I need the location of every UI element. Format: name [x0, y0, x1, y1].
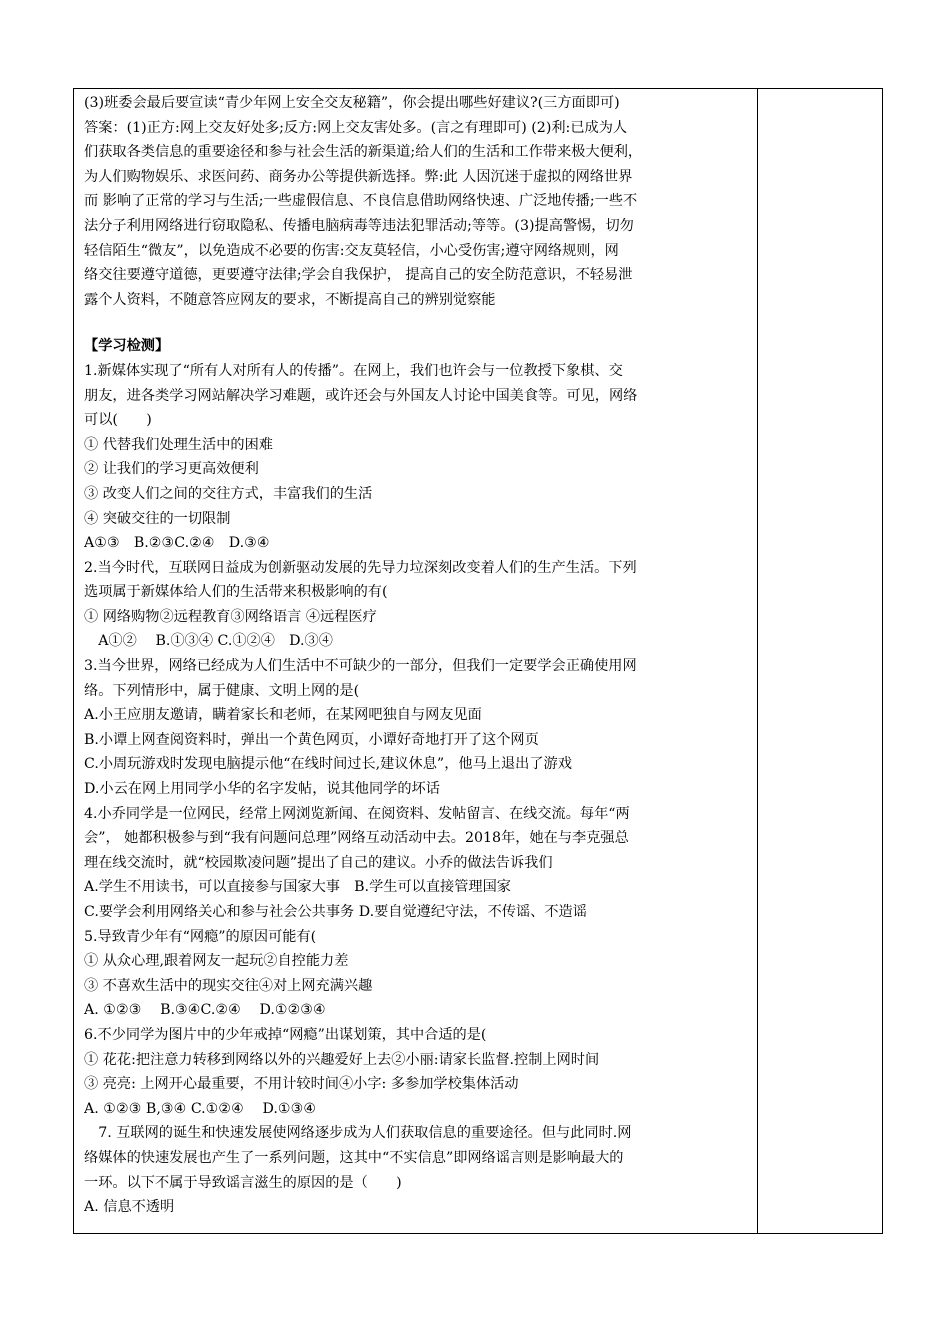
- question-line: 络媒体的快速发展也产生了一系列问题，这其中“不实信息”即网络谣言则是影响最大的: [84, 1149, 624, 1166]
- questions-block: [84, 359, 754, 1220]
- question-line: ③ 不喜欢生活中的现实交往④对上网充满兴趣: [84, 977, 373, 994]
- question-line: ① 代替我们处理生活中的困难: [84, 436, 273, 453]
- question-line: ① 花花:把注意力转移到网络以外的兴趣爱好上去②小丽:请家长监督.控制上网时间: [84, 1051, 600, 1068]
- answer-line: 而 影响了正常的学习与生活;一些虚假信息、不良信息借助网络快速、广泛地传播;一些不: [84, 193, 638, 210]
- question-line: 理在线交流时，就“校园欺凌问题”提出了自己的建议。小乔的做法告诉我们: [84, 854, 553, 871]
- question-line: ③ 改变人们之间的交往方式，丰富我们的生活: [84, 485, 373, 502]
- answer-line: 络交往要遵守道德，更要遵守法律;学会自我保护， 提高自己的安全防范意识，不轻易泄: [84, 267, 633, 284]
- question-line: A. 信息不透明: [84, 1199, 175, 1216]
- document-table: [73, 88, 883, 1234]
- answer-block: [84, 91, 754, 312]
- question-line: 会”， 她都积极参与到“我有问题问总理”网络互动活动中去。2018年，她在与李克强总: [84, 830, 629, 847]
- question-line: D.小云在网上用同学小华的名字发帖，说其他同学的坏话: [84, 781, 440, 798]
- question-line: A.学生不用读书，可以直接参与国家大事 B.学生可以直接管理国家: [84, 879, 511, 896]
- answer-line: 法分子利用网络进行窃取隐私、传播电脑病毒等违法犯罪活动;等等。(3)提高警惕，切勿: [84, 217, 634, 234]
- column-divider: [757, 89, 758, 1233]
- question-line: 1.新媒体实现了“所有人对所有人的传播”。在网上，我们也许会与一位教授下象棋、交: [84, 362, 623, 379]
- question-line: C.要学会利用网络关心和参与社会公共事务 D.要自觉遵纪守法，不传谣、不造谣: [84, 904, 587, 920]
- question-line: ① 网络购物②远程教育③网络语言 ④远程医疗: [84, 608, 377, 625]
- question-line: 朋友，进各类学习网站解决学习难题，或许还会与外国友人讨论中国美食等。可见，网络: [84, 387, 638, 404]
- answer-line: (3)班委会最后要宣读“青少年网上安全交友秘籍”，你会提出哪些好建议?(三方面即可): [84, 95, 620, 111]
- answer-line: 轻信陌生“微友”，以免造成不必要的伤害:交友莫轻信，小心受伤害;遵守网络规则，网: [84, 242, 619, 259]
- question-line: 2.当今时代，互联网日益成为创新驱动发展的先导力垃深刻改变着人们的生产生活。下列: [84, 559, 637, 576]
- question-line: C.小周玩游戏时发现电脑提示他“在线时间过长,建议休息”，他马上退出了游戏: [84, 756, 572, 773]
- question-line: 选项属于新媒体给人们的生活带来积极影响的有(: [84, 584, 388, 601]
- question-line: 5.导致青少年有“网瘾”的原因可能有(: [84, 928, 317, 945]
- section-heading: 【学习检测】: [84, 338, 170, 355]
- question-line: 6.不少同学为图片中的少年戒掉“网瘾”出谋划策，其中合适的是(: [84, 1026, 487, 1043]
- question-line: 可以( ): [84, 412, 152, 429]
- main-cell: [84, 91, 754, 1220]
- answer-line: 们获取各类信息的重要途径和参与社会生活的新渠道;给人们的生活和工作带来极大便利，: [84, 144, 643, 161]
- question-line: 络。下列情形中，属于健康、文明上网的是(: [84, 682, 360, 699]
- answer-line: 为人们购物娱乐、求医问药、商务办公等提供新选择。弊:此 人因沉迷于虚拟的网络世界: [84, 168, 633, 185]
- question-line: ③ 亮亮: 上网开心最重要，不用计较时间④小字: 多参加学校集体活动: [84, 1076, 519, 1093]
- question-line: 7. 互联网的诞生和快速发展使网络逐步成为人们获取信息的重要途径。但与此同时.网: [84, 1125, 632, 1142]
- question-line: B.小谭上网查阅资料时，弹出一个黄色网页，小谭好奇地打开了这个网页: [84, 731, 539, 748]
- question-line: A.小王应朋友邀请，瞒着家长和老师，在某网吧独自与网友见面: [84, 707, 482, 724]
- answer-line: 答案：(1)正方:网上交友好处多;反方:网上交友害处多。(言之有理即可) (2)利:已成为人: [84, 119, 628, 136]
- question-line: ② 让我们的学习更高效便利: [84, 461, 259, 478]
- question-line: A. ①②③ B,③④ C.①②④ D.①③④: [84, 1100, 317, 1117]
- question-line: ① 从众心理,跟着网友一起玩②自控能力差: [84, 953, 349, 970]
- question-line: 4.小乔同学是一位网民，经常上网浏览新闻、在阅资料、发帖留言、在线交流。每年“两: [84, 805, 630, 822]
- question-line: A①③ B.②③C.②④ D.③④: [84, 535, 270, 552]
- question-line: ④ 突破交往的一切限制: [84, 510, 231, 527]
- answer-line: 露个人资料，不随意答应网友的要求，不断提高自己的辨别觉察能: [84, 291, 496, 308]
- question-line: 一环。以下不属于导致谣言滋生的原因的是（ ): [84, 1174, 402, 1191]
- question-line: A①② B.①③④ C.①②④ D.③④: [84, 633, 333, 650]
- question-line: 3.当今世界，网络已经成为人们生活中不可缺少的一部分，但我们一定要学会正确使用网: [84, 658, 637, 675]
- question-line: A. ①②③ B.③④C.②④ D.①②③④: [84, 1002, 326, 1019]
